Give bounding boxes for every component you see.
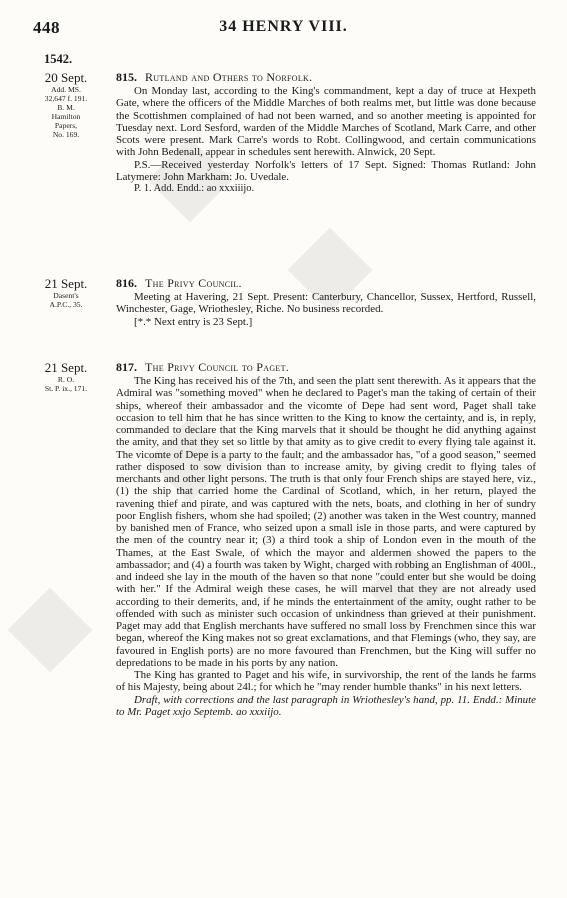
entry-title: The Privy Council. [145,276,242,290]
source-ref: 32,647 f. 191. [44,94,88,103]
source-ref: Hamilton [51,112,81,121]
page-number: 448 [33,18,60,37]
entry-date: 21 Sept. [44,276,88,291]
entry-paragraph: The King has received his of the 7th, and seen the platt sent therewith. As it appears that the Admiral was "something moved" when he declared to Paget's man the taking of certain of their ships, whereof their ambassador and the vicomte of Depe had sent word, Paget shall take occasion to tell him that he has since written to the King to know the certainty, and is, in reply, commanded to declare that the King marvels that it should be thought he did anything against the amity, and that they set so little by that amity as to give credit to every flying tale against it. The vicomte of Depe is a party to the fault; and the ambassador has, "of a good season," seemed rather disposed to sow division than to increase amity, by giving credit to flying tales of merchants and other light persons. The truth is that only four French ships are stayed here, viz., (1) the ship that carried home the Cardinal of Scotland, which, in her return, played the ravening thief and pirate, and was captured with the nets, boats, and clothing in her of sundry poor English fishers, whom she had spoiled; (2) another was taken in the West country, manned by banished men of France, who seized upon a small isle in those parts, and were captured by the men of the country near it; (3) a third took a ship of London even in the mouth of the Thames, at the East Swale, of which the mayor and aldermen showed the papers to the ambassador; and (4) a fourth was taken by Wight, charged with robbing an Englishman of 400l., and indeed she lay in the mouth of the haven so that none "could enter but she would be doing with her." If the Admiral weigh these cases, he will marvel that they are not already used according to their demerits, and, if he minds the entertainment of the amity, ought rather to be offended with such as minister such occasion of unkindness than grieved at their punishment. Paget may add that English merchants have suffered no small loss by Frenchmen since this war began, whereof the King makes not so great exclamations, and that Flemings (who, they say, are favoured in English ports) are no more favoured than Frenchmen, but the King will suffer no depredations to be made in his ports by any nation. [116,375,536,669]
source-ref: R. O. [57,375,75,384]
page-header [0,18,567,42]
source-ref: Papers, [54,121,78,130]
entry-margin [22,70,110,139]
entry-paragraph: The King has granted to Paget and his wife, in survivorship, the rent of the lands he farms of his Majesty, being about 24l.; for which he "may render humble thanks" in his next letters. [116,669,536,694]
entry-heading [116,70,536,85]
year-heading: 1542. [44,52,73,66]
source-ref: A.P.C., 35. [49,300,83,309]
entry-endorsement: Draft, with corrections and the last paragraph in Wriothesley's hand, pp. 11. Endd.: Minute to Mr. Paget xxjo Septemb. ao xxxiijo. [116,693,536,718]
entry-number: 816. [116,276,137,290]
entry-margin [22,276,110,309]
entry-number: 815. [116,70,137,84]
source-ref: Dasent's [53,291,79,300]
entry-body [116,276,536,328]
entry-heading [116,276,536,291]
entry-date: 20 Sept. [44,70,88,85]
entry-title: Rutland and Others to Norfolk. [145,70,313,84]
entry-number: 817. [116,360,137,374]
entry-heading [116,360,536,375]
entry-title: The Privy Council to Paget. [145,360,290,374]
entry-body [116,70,536,195]
running-title: 34 HENRY VIII. [219,18,348,35]
entry-margin [22,360,110,393]
entry-postscript: P.S.—Received yesterday Norfolk's letters of 17 Sept. Signed: Thomas Rutland: John Latymere: John Markham: Jo. Uvedale. [116,158,536,183]
entry-endorsement: P. 1. Add. Endd.: ao xxxiiijo. [134,183,255,194]
entry-date: 21 Sept. [44,360,88,375]
source-ref: B. M. [57,103,75,112]
source-ref: St. P. ix., 171. [44,384,88,393]
entry-paragraph: On Monday last, according to the King's commandment, kept a day of truce at Hexpeth Gate, where the officers of the Middle Marches of both realms met, but little was done because the Scottishmen complained of had not been warned, and so another meeting is appointed for Tuesday next. Lord Sesford, warden of the Middle Marches of Scotland, Mark Carre, and other Scots were present. Mark Carre's words to Robt. Collingwood, and certain communications with John Bedenall, appear in schedules sent herewith. Alnwick, 20 Sept. [116,85,536,159]
entry-body [116,360,536,718]
source-ref: Add. MS. [51,85,81,94]
editor-note: [*.* Next entry is 23 Sept.] [134,315,253,328]
entry-paragraph: Meeting at Havering, 21 Sept. Present: Canterbury, Chancellor, Sussex, Hertford, Russell, Winchester, Gage, Wriothesley, Riche. No business recorded. [116,291,536,316]
source-ref: No. 169. [52,130,80,139]
